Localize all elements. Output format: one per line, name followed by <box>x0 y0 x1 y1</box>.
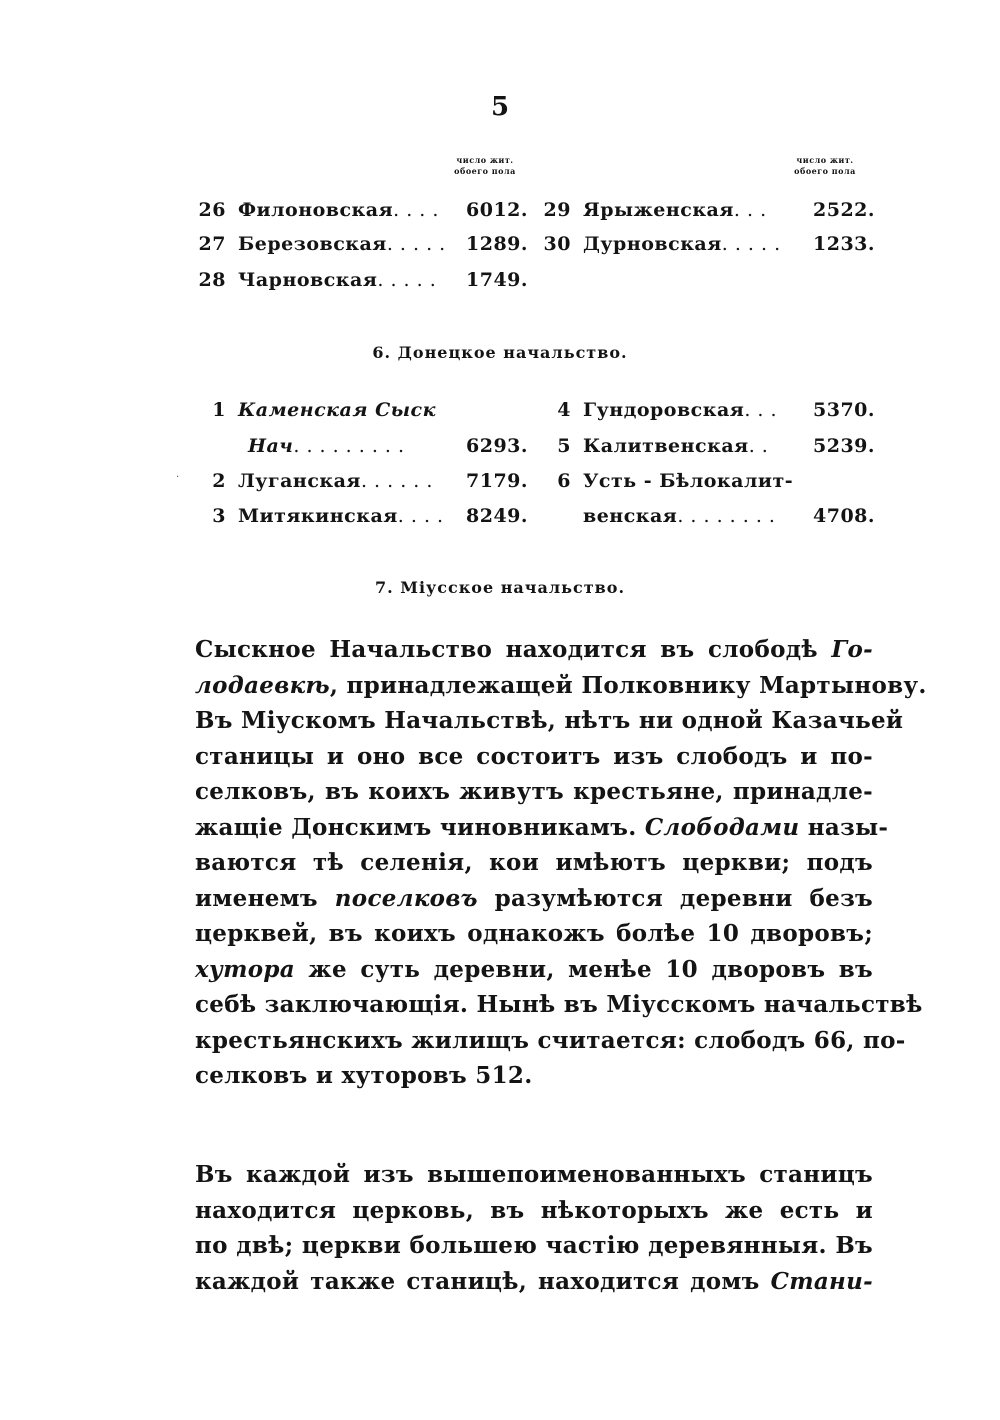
entry-name: Усть - Бѣлокалит- <box>583 470 794 492</box>
table-row <box>535 396 875 424</box>
entry-name: Каменская Сыск <box>238 399 436 421</box>
entry-name: Дурновская. . . . . <box>583 233 781 255</box>
section-6-title: 6. Донецкое начальство. <box>372 343 628 362</box>
table-row <box>535 230 875 258</box>
entry-number: 28 <box>198 269 226 291</box>
text-line: лодаевкѣ, принадлежащей Полковнику Мартынову. <box>195 671 927 699</box>
entry-value: 5370. <box>813 399 875 421</box>
entry-value: 1289. <box>466 233 528 255</box>
table-row <box>535 196 875 224</box>
column-header-left: число жит. обоего пола <box>454 155 516 176</box>
entry-number: 26 <box>198 199 226 221</box>
entry-name: Березовская. . . . . <box>238 233 446 255</box>
table-row <box>190 432 528 460</box>
entry-name: Гундоровская. . . <box>583 399 778 421</box>
text-line: по двѣ; церкви большею частію деревянныя. Въ <box>195 1232 873 1259</box>
entry-value: 1749. <box>466 269 528 291</box>
table-row <box>535 502 875 530</box>
text-line: себѣ заключающія. Нынѣ въ Міусскомъ начальствѣ <box>195 991 923 1018</box>
scan-speck: · <box>176 472 180 483</box>
text-line: ваются тѣ селенія, кои имѣютъ церкви; подъ <box>195 849 873 876</box>
entry-number: 5 <box>557 435 571 457</box>
entry-number: 6 <box>557 470 571 492</box>
entry-number: 4 <box>557 399 571 421</box>
text-line: находится церковь, въ нѣкоторыхъ же есть и <box>195 1196 873 1224</box>
entry-value: 1233. <box>813 233 875 255</box>
table-row <box>535 467 875 495</box>
text-line: каждой также станицѣ, находится домъ Стани- <box>195 1267 873 1295</box>
text-line: Въ каждой изъ вышепоименованныхъ станицъ <box>195 1161 873 1188</box>
page-number: 5 <box>490 92 510 122</box>
text-line: Въ Міускомъ Начальствѣ, нѣтъ ни одной Казачьей <box>195 707 904 734</box>
entry-name: Калитвенская. . <box>583 435 769 457</box>
table-row <box>190 502 528 530</box>
table-row <box>190 230 528 258</box>
entry-name: Митякинская. . . . <box>238 505 444 527</box>
text-line: селковъ, въ коихъ живутъ крестьяне, принадле- <box>195 778 873 805</box>
entry-value: 6293. <box>466 435 528 457</box>
table-row <box>535 432 875 460</box>
text-line: крестьянскихъ жилищъ считается: слободъ 66, по- <box>195 1026 906 1054</box>
entry-name: Филоновская. . . . <box>238 199 439 221</box>
entry-number: 1 <box>212 399 226 421</box>
entry-name: Луганская. . . . . . <box>238 470 433 492</box>
entry-name: Нач. . . . . . . . . <box>248 435 405 457</box>
paragraph-1 <box>195 632 927 1094</box>
entry-number: 3 <box>212 505 226 527</box>
entry-value: 6012. <box>466 199 528 221</box>
entry-number: 30 <box>543 233 571 255</box>
text-line: селковъ и хуторовъ 512. <box>195 1062 533 1089</box>
entry-number: 29 <box>543 199 571 221</box>
entry-number: 27 <box>198 233 226 255</box>
entry-number: 2 <box>212 470 226 492</box>
text-line: церквей, въ коихъ однакожъ болѣе 10 дворовъ; <box>195 920 873 947</box>
entry-value: 4708. <box>813 505 875 527</box>
entry-value: 5239. <box>813 435 875 457</box>
table-row <box>190 196 528 224</box>
entry-name: Чарновская. . . . . <box>238 269 437 291</box>
column-header-right: число жит. обоего пола <box>794 155 856 176</box>
section-7-title: 7. Міусское начальство. <box>374 578 626 597</box>
entry-value: 7179. <box>466 470 528 492</box>
entry-name: венская. . . . . . . . <box>583 505 776 527</box>
entry-value: 2522. <box>813 199 875 221</box>
entry-value: 8249. <box>466 505 528 527</box>
table-row <box>190 266 528 294</box>
table-row <box>190 467 528 495</box>
text-line: жащіе Донскимъ чиновникамъ. Слободами назы- <box>195 813 889 841</box>
text-line: именемъ поселковъ разумѣются деревни безъ <box>195 884 873 912</box>
text-line: станицы и оно все состоитъ изъ слободъ и по- <box>195 742 873 770</box>
table-row <box>190 396 528 424</box>
text-line: Сыскное Начальство находится въ слободѣ Го- <box>195 636 873 663</box>
entry-name: Ярыженская. . . <box>583 199 767 221</box>
text-line: хутора же суть деревни, менѣе 10 дворовъ въ <box>195 955 873 983</box>
paragraph-2 <box>195 1157 873 1299</box>
